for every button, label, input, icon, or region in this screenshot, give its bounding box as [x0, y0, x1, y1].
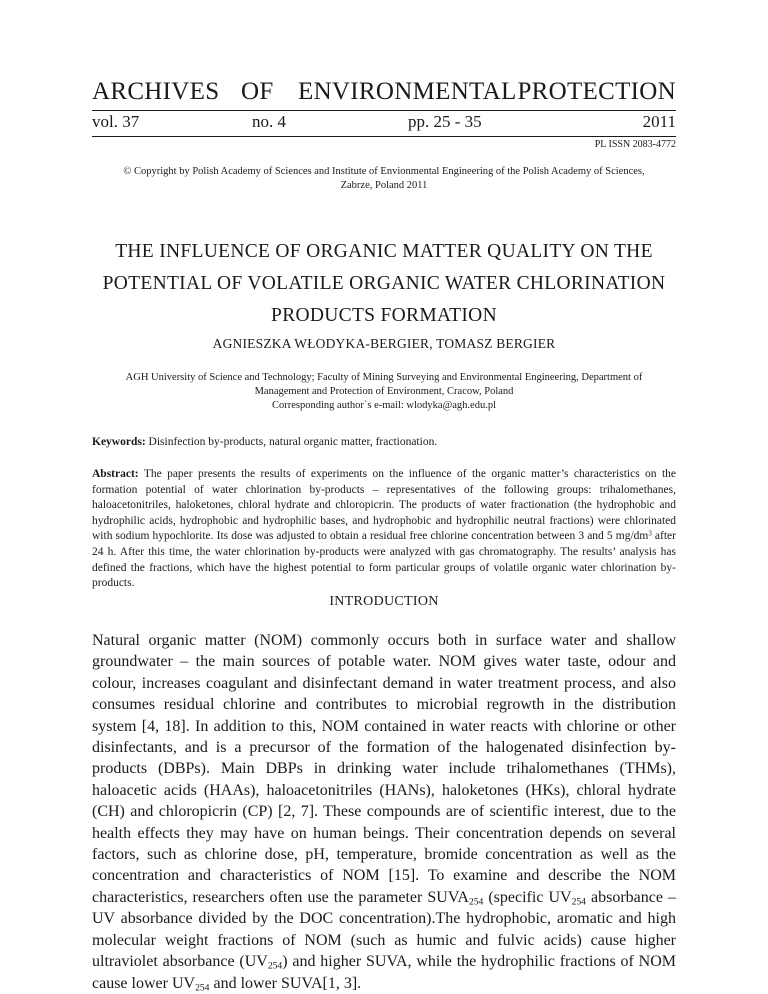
page-range: pp. 25 - 35: [408, 112, 482, 131]
subscript-254: 254: [468, 896, 484, 908]
journal-word-archives: ARCHIVES: [92, 78, 220, 105]
abstract-label: Abstract:: [92, 468, 139, 480]
subscript-254: 254: [195, 981, 210, 993]
abstract-superscript: 3: [648, 530, 652, 538]
intro-text-4: ) and higher SUVA, while the hydrophilic fractions of NOM cause lower UV: [92, 953, 677, 992]
title-line-1: THE INFLUENCE OF ORGANIC MATTER QUALITY ON THE: [115, 241, 653, 262]
issue-number: no. 4: [252, 112, 286, 131]
corresponding-email: Corresponding author`s e-mail: wlodyka@agh.edu.pl: [272, 400, 496, 411]
abstract: [92, 467, 676, 592]
affiliation-line-1: AGH University of Science and Technology; Faculty of Mining Surveying and Environmental Engineering, Department of: [125, 372, 643, 383]
abstract-text-1: The paper presents the results of experiments on the influence of the organic matter’s characteristics on the formation potential of water chlorination by-products – representatives of the following groups: trihalomethanes, haloacetonitriles, haloketones, chloral hydrate and chloropicrin. The products of water fractionation (the hydrophobic and hydrophilic acids, hydrophobic and hydrophilic bases, and hydrophobic and hydrophilic neutral fractions) were chlorinated with sodium hypochlorite. Its dose was adjusted to obtain a residual free chlorine concentration between 3 and 5 mg/dm: [92, 468, 676, 543]
year: 2011: [642, 112, 676, 131]
journal-word-protection: PROTECTION: [517, 78, 676, 105]
copyright-line-1: © Copyright by Polish Academy of Sciences and Institute of Envionmental Engineering of the Polish Academy of Sciences,: [123, 166, 645, 177]
header-rule-top: [92, 110, 676, 111]
journal-word-environmental: ENVIRONMENTAL: [298, 78, 517, 105]
intro-text-1: Natural organic matter (NOM) commonly occurs both in surface water and shallow groundwater – the main sources of potable water. NOM gives water taste, odour and colour, increases coagulant and disinfectant demand in water treatment process, and also consumes residual chlorine and contributes to microbial regrowth in the distribution system [4, 18]. In addition to this, NOM contained in water reacts with chlorine or other disinfectants, and is a precursor of the formation of the halogenated disinfection by-products (DBPs). Main DBPs in drinking water include trihalomethanes (THMs), haloacetic acids (HAAs), haloacetonitriles (HANs), haloketones (HKs), chloral hydrate (CH) and chloropicrin (CP) [2, 7]. These compounds are of scientific interest, due to the health effects they may have on human beings. Their concentration depends on several factors, such as chlorine dose, pH, temperature, bromide concentration as well as the concentration and characteristics of NOM [15]. To examine and describe the NOM characteristics, researchers often use the parameter SUVA: [92, 632, 676, 906]
header-rule-bottom: [92, 136, 676, 137]
intro-text-5: and lower SUVA[1, 3].: [209, 974, 362, 992]
affiliation-line-2: Management and Protection of Environment, Cracow, Poland: [254, 386, 514, 397]
copyright-notice: [92, 165, 676, 193]
abstract-text-2: after 24 h. After this time, the water chlorination by-products were analyzed with gas chromatography. The results’ analysis has defined the fractions, which have the highest potential to form particular groups of volatile organic water chlorination by-products.: [92, 530, 676, 590]
issn: PL ISSN 2083-4772: [594, 139, 676, 150]
intro-text-3: absorbance – UV absorbance divided by the DOC concentration).The hydrophobic, aromatic and high molecular weight fractions of NOM (such as humic and fulvic acids) cause higher ultraviolet absorbance (UV: [92, 888, 677, 971]
keywords-label: Keywords:: [92, 436, 146, 448]
keywords: [92, 436, 676, 448]
title-line-2: POTENTIAL OF VOLATILE ORGANIC WATER CHLORINATION: [102, 273, 666, 294]
subscript-254: 254: [571, 896, 586, 908]
subscript-254: 254: [267, 960, 283, 972]
intro-text-2: (specific UV: [483, 888, 572, 906]
affiliation: [92, 371, 676, 413]
journal-word-of: OF: [241, 78, 274, 105]
introduction-paragraph: [92, 630, 676, 994]
copyright-line-2: Zabrze, Poland 2011: [340, 180, 428, 191]
title-line-3: PRODUCTS FORMATION: [271, 305, 497, 326]
authors: AGNIESZKA WŁODYKA-BERGIER, TOMASZ BERGIER: [212, 336, 556, 351]
volume: vol. 37: [92, 112, 140, 131]
section-heading-introduction: INTRODUCTION: [329, 594, 439, 609]
article-title: [92, 236, 676, 332]
keywords-text: Disinfection by-products, natural organic matter, fractionation.: [148, 436, 438, 448]
